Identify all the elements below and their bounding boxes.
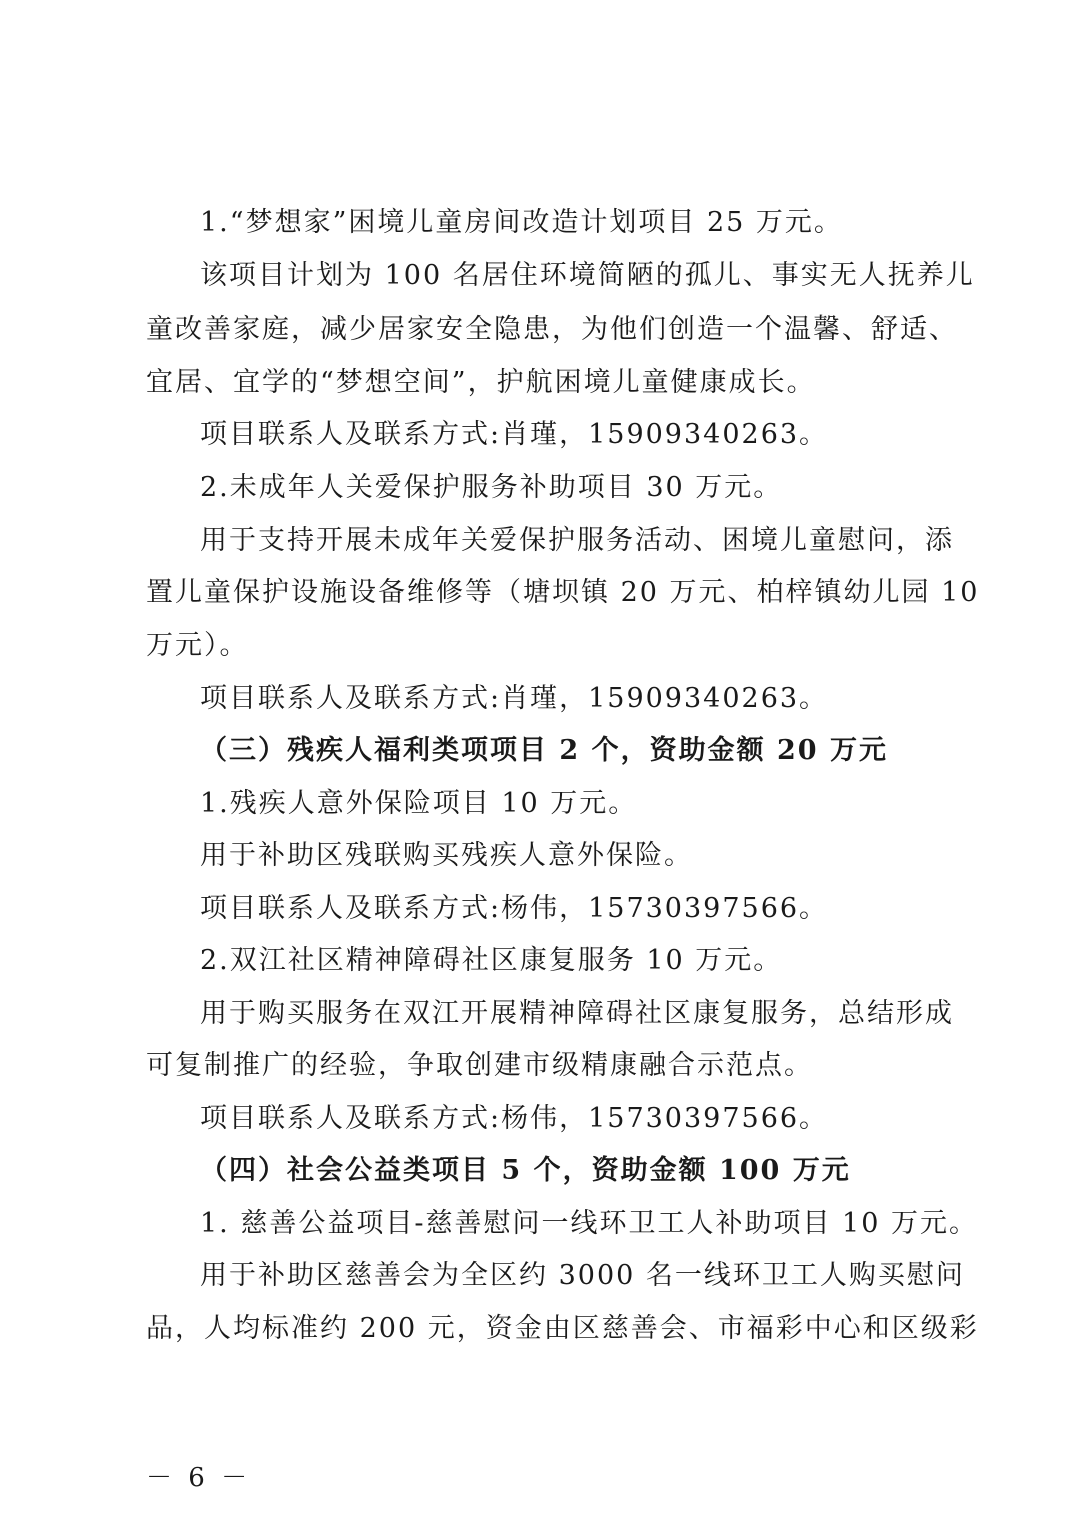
paragraph-line: 可复制推广的经验，争取创建市级精康融合示范点。 [146, 1050, 813, 1081]
contact-line: 项目联系人及联系方式:杨伟，15730397566。 [200, 893, 829, 924]
project-1-title: 1.“梦想家”困境儿童房间改造计划项目 25 万元。 [200, 207, 843, 238]
project-title: 1.残疾人意外保险项目 10 万元。 [200, 788, 638, 819]
paragraph-line: 用于补助区残联购买残疾人意外保险。 [200, 840, 693, 871]
contact-line: 项目联系人及联系方式:肖瑾，15909340263。 [200, 683, 829, 714]
paragraph-line: 宜居、宜学的“梦想空间”，护航困境儿童健康成长。 [146, 367, 816, 398]
project-2-title: 2.未成年人关爱保护服务补助项目 30 万元。 [200, 472, 783, 503]
project-title: 1. 慈善公益项目-慈善慰问一线环卫工人补助项目 10 万元。 [200, 1208, 978, 1239]
paragraph-line: 用于购买服务在双江开展精神障碍社区康复服务，总结形成 [200, 998, 954, 1029]
paragraph-line: 置儿童保护设施设备维修等（塘坝镇 20 万元、柏梓镇幼儿园 10 [146, 577, 980, 608]
page-number: － 6 － [146, 1463, 252, 1493]
paragraph-line: 该项目计划为 100 名居住环境简陋的孤儿、事实无人抚养儿 [200, 260, 975, 291]
paragraph-line: 品，人均标准约 200 元，资金由区慈善会、市福彩中心和区级彩 [146, 1313, 979, 1344]
contact-line: 项目联系人及联系方式:肖瑾，15909340263。 [200, 419, 829, 450]
project-title: 2.双江社区精神障碍社区康复服务 10 万元。 [200, 945, 783, 976]
section-3-heading: （三）残疾人福利类项项目 2 个，资助金额 20 万元 [200, 735, 888, 766]
paragraph-line: 童改善家庭，减少居家安全隐患，为他们创造一个温馨、舒适、 [146, 314, 958, 345]
section-4-heading: （四）社会公益类项目 5 个，资助金额 100 万元 [200, 1155, 851, 1186]
paragraph-line: 用于补助区慈善会为全区约 3000 名一线环卫工人购买慰问 [200, 1260, 965, 1291]
paragraph-line: 用于支持开展未成年关爱保护服务活动、困境儿童慰问，添 [200, 525, 954, 556]
paragraph-line: 万元）。 [146, 630, 249, 661]
contact-line: 项目联系人及联系方式:杨伟，15730397566。 [200, 1103, 829, 1134]
